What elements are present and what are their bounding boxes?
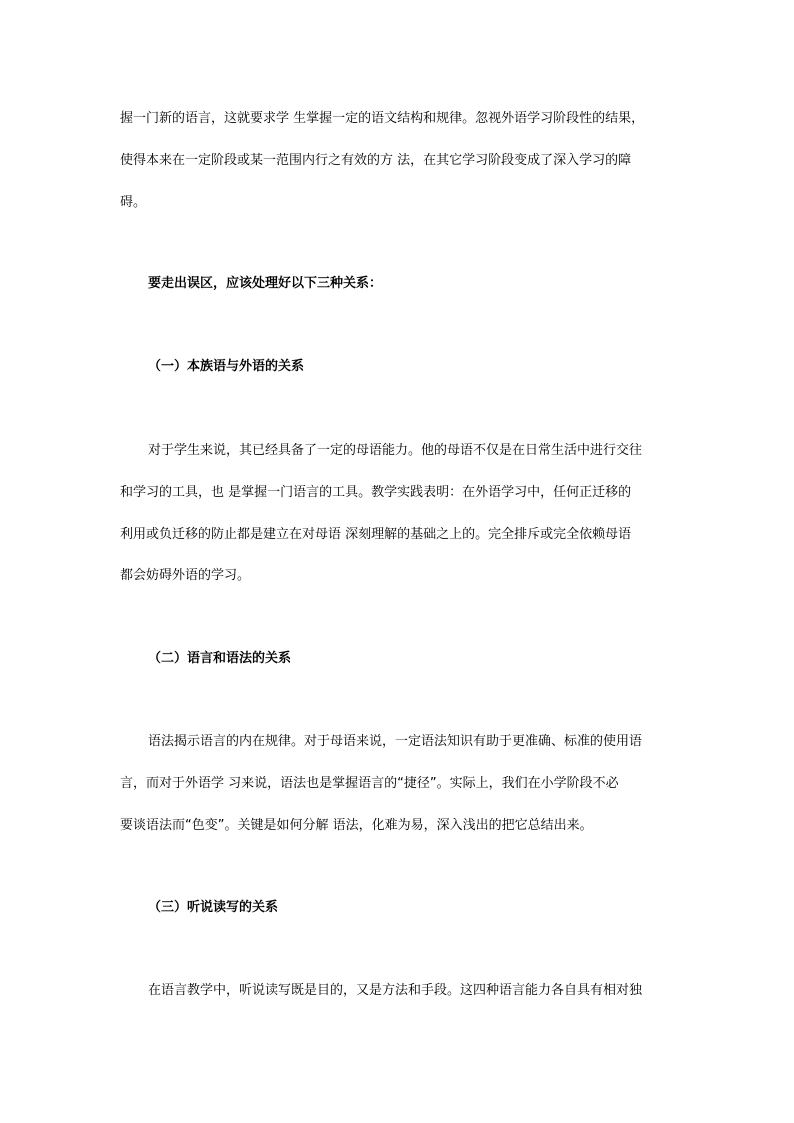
paragraph-1-line-2: 使得本来在一定阶段或某一范围内行之有效的方 法，在其它学习阶段变成了深入学习的障 bbox=[120, 153, 632, 168]
paragraph-2-line-3: 利用或负迁移的防止都是建立在对母语 深刻理解的基础之上的。完全排斥或完全依赖母语 bbox=[120, 527, 632, 542]
paragraph-2-line-4: 都会妨碍外语的学习。 bbox=[120, 568, 251, 583]
paragraph-2-line-2: 和学习的工具，也 是掌握一门语言的工具。教学实践表明：在外语学习中，任何正迁移的 bbox=[120, 485, 632, 500]
section-heading-3: （三）听说读写的关系 bbox=[148, 900, 279, 915]
section-heading-1: （一）本族语与外语的关系 bbox=[148, 359, 305, 374]
paragraph-1-line-1: 握一门新的语言，这就要求学 生掌握一定的语文结构和规律。忽视外语学习阶段性的结果， bbox=[120, 111, 645, 126]
paragraph-4-line-1: 在语言教学中，听说读写既是目的，又是方法和手段。这四种语言能力各自具有相对独 bbox=[148, 983, 643, 998]
paragraph-3-line-1: 语法揭示语言的内在规律。对于母语来说，一定语法知识有助于更准确、标准的使用语 bbox=[148, 734, 643, 749]
intro-heading: 要走出误区，应该处理好以下三种关系： bbox=[148, 276, 383, 291]
paragraph-1-line-3: 碍。 bbox=[120, 195, 147, 210]
paragraph-3-line-3: 要谈语法而“色变”。关键是如何分解 语法，化难为易，深入浅出的把它总结出来。 bbox=[120, 818, 593, 833]
paragraph-2-line-1: 对于学生来说，其已经具备了一定的母语能力。他的母语不仅是在日常生活中进行交往 bbox=[148, 443, 643, 458]
section-heading-2: （二）语言和语法的关系 bbox=[148, 651, 292, 666]
paragraph-3-line-2: 言，而对于外语学 习来说，语法也是掌握语言的“捷径”。实际上，我们在小学阶段不必 bbox=[120, 776, 619, 791]
